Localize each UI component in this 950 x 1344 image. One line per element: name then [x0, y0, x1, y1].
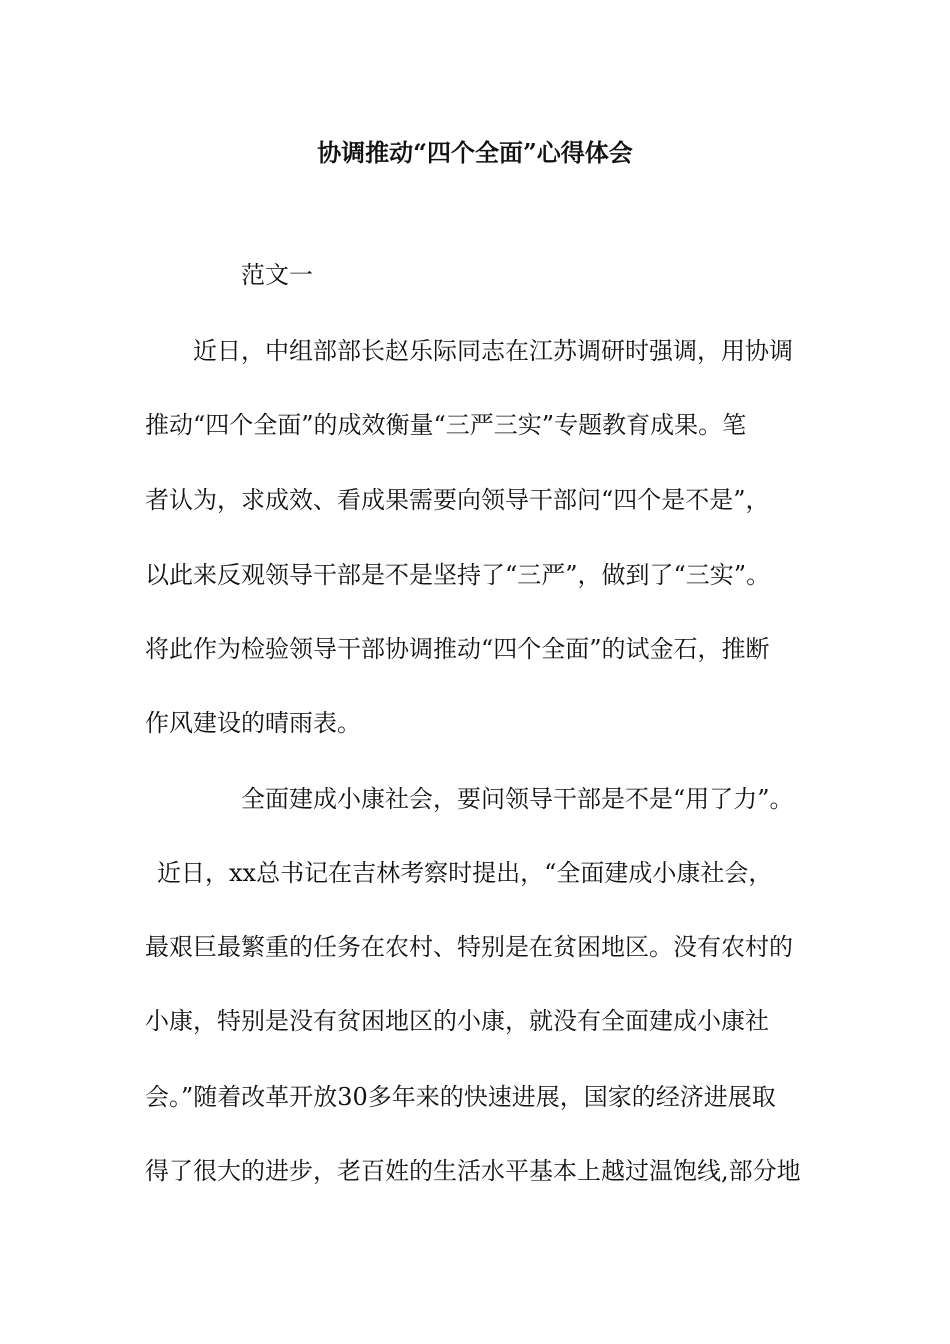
paragraph-line: 最艰巨最繁重的任务在农村、特别是在贫困地区。没有农村的 [145, 933, 793, 961]
paragraph-line: 全面建成小康社会，要问领导干部是不是“用了力”。 [241, 785, 794, 813]
paragraph-line: 得了很大的进步，老百姓的生活水平基本上越过温饱线,部分地 [145, 1157, 801, 1185]
paragraph-line: 近日，中组部部长赵乐际同志在江苏调研时强调，用协调 [193, 337, 793, 365]
section-heading: 范文一 [241, 261, 313, 289]
paragraph-line: 推动“四个全面”的成效衡量“三严三实”专题教育成果。笔 [145, 411, 747, 439]
paragraph-line: 近日，xx总书记在吉林考察时提出，“全面建成小康社会， [157, 859, 773, 887]
paragraph-line: 作风建设的晴雨表。 [145, 709, 361, 737]
paragraph-line: 会。”随着改革开放30多年来的快速进展，国家的经济进展取 [145, 1083, 776, 1111]
paragraph-line: 小康，特别是没有贫困地区的小康，就没有全面建成小康社 [145, 1007, 769, 1035]
paragraph-line: 者认为，求成效、看成果需要向领导干部问“四个是不是”， [145, 486, 770, 514]
paragraph-line: 将此作为检验领导干部协调推动“四个全面”的试金石，推断 [145, 635, 770, 663]
paragraph-line: 以此来反观领导干部是不是坚持了“三严”，做到了“三实”。 [145, 561, 771, 589]
document-title: 协调推动“四个全面”心得体会 [317, 138, 633, 167]
